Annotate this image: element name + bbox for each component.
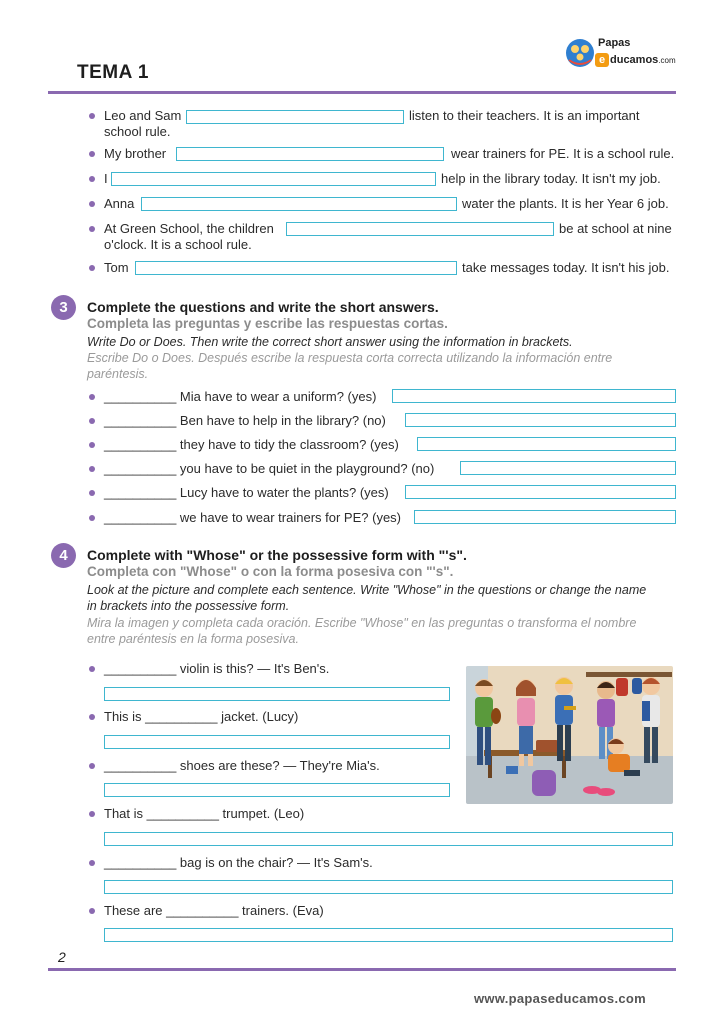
sentence-text: That is __________ trumpet. (Leo) [104,806,305,821]
instruction-es: paréntesis. [87,367,149,381]
bullet-icon [89,763,95,769]
question-text: __________ they have to tidy the classroom? (yes) [104,437,399,452]
instruction-es: Mira la imagen y completa cada oración. Escribe "Whose" en las preguntas o transforma el nombre [87,616,637,630]
list-item-text: Anna [104,196,135,211]
family-logo-icon [565,36,595,70]
list-item-text: water the plants. It is her Year 6 job. [462,196,669,211]
bullet-icon [89,466,95,472]
bullet-icon [89,666,95,672]
answer-box[interactable] [104,687,450,701]
brand-logo [565,34,677,74]
answer-box[interactable] [414,510,676,524]
bullet-icon [89,394,95,400]
question-text: __________ you have to be quiet in the playground? (no) [104,461,435,476]
list-item-text: Tom [104,260,129,275]
answer-box[interactable] [417,437,676,451]
question-text: __________ we have to wear trainers for PE? (yes) [104,510,402,525]
bullet-icon [89,490,95,496]
sentence-text: __________ shoes are these? — They're Mia's. [104,758,380,773]
header-divider [48,91,676,94]
instruction-es: Escribe Do o Does. Después escribe la respuesta corta correcta utilizando la información entre [87,351,613,365]
exercise-title-en: Complete with "Whose" or the possessive form with "'s". [87,547,467,563]
question-text: __________ Lucy have to water the plants? (yes) [104,485,389,500]
answer-box[interactable] [104,832,673,846]
bullet-icon [89,908,95,914]
list-item-text: My brother [104,146,167,161]
answer-box[interactable] [104,928,673,942]
answer-box[interactable] [111,172,436,186]
answer-box[interactable] [186,110,404,124]
answer-box[interactable] [135,261,457,275]
bullet-icon [89,714,95,720]
sentence-text: __________ bag is on the chair? — It's Sam's. [104,855,373,870]
list-item-text: be at school at nine [559,221,672,236]
classroom-illustration [466,666,673,804]
list-item-text: help in the library today. It isn't my job. [441,171,661,186]
instruction-en: in brackets into the possessive form. [87,599,290,613]
answer-box[interactable] [286,222,554,236]
instruction-en: Write Do or Does. Then write the correct short answer using the information in brackets. [87,335,573,349]
list-item-text: listen to their teachers. It is an important [409,108,640,123]
bullet-icon [89,151,95,157]
bullet-icon [89,418,95,424]
answer-box[interactable] [405,413,676,427]
list-item-text: take messages today. It isn't his job. [462,260,670,275]
bullet-icon [89,265,95,271]
answer-box[interactable] [176,147,444,161]
page-number: 2 [58,949,66,965]
list-item-text: school rule. [104,124,171,139]
bullet-icon [89,201,95,207]
bullet-icon [89,442,95,448]
answer-box[interactable] [104,783,450,797]
footer-divider [48,968,676,971]
sentence-text: These are __________ trainers. (Eva) [104,903,324,918]
children-classroom-image [466,666,673,804]
list-item-text: I [104,171,108,186]
answer-box[interactable] [104,880,673,894]
exercise-title-es: Completa con "Whose" o con la forma posesiva con "'s". [87,564,454,579]
instruction-es: entre paréntesis en la forma posesiva. [87,632,299,646]
bullet-icon [89,515,95,521]
website-url: www.papaseducamos.com [474,991,646,1006]
exercise-number-badge: 3 [51,295,76,320]
question-text: __________ Mia have to wear a uniform? (yes) [104,389,377,404]
page-title: TEMA 1 [77,62,149,83]
logo-line1: Papas [598,37,631,49]
list-item-text: At Green School, the children [104,221,274,236]
list-item-text: wear trainers for PE. It is a school rule. [451,146,675,161]
answer-box[interactable] [405,485,676,499]
bullet-icon [89,176,95,182]
answer-box[interactable] [392,389,676,403]
list-item-text: o'clock. It is a school rule. [104,237,252,252]
bullet-icon [89,860,95,866]
exercise-title-en: Complete the questions and write the short answers. [87,299,439,315]
sentence-text: This is __________ jacket. (Lucy) [104,709,299,724]
answer-box[interactable] [141,197,457,211]
exercise-title-es: Completa las preguntas y escribe las respuestas cortas. [87,316,448,331]
list-item-text: Leo and Sam [104,108,182,123]
logo-line2: e ducamos.com [595,53,676,67]
sentence-text: __________ violin is this? — It's Ben's. [104,661,330,676]
answer-box[interactable] [460,461,676,475]
bullet-icon [89,226,95,232]
bullet-icon [89,811,95,817]
answer-box[interactable] [104,735,450,749]
bullet-icon [89,113,95,119]
question-text: __________ Ben have to help in the library? (no) [104,413,386,428]
instruction-en: Look at the picture and complete each sentence. Write "Whose" in the questions or change the name [87,583,647,597]
exercise-number-badge: 4 [51,543,76,568]
